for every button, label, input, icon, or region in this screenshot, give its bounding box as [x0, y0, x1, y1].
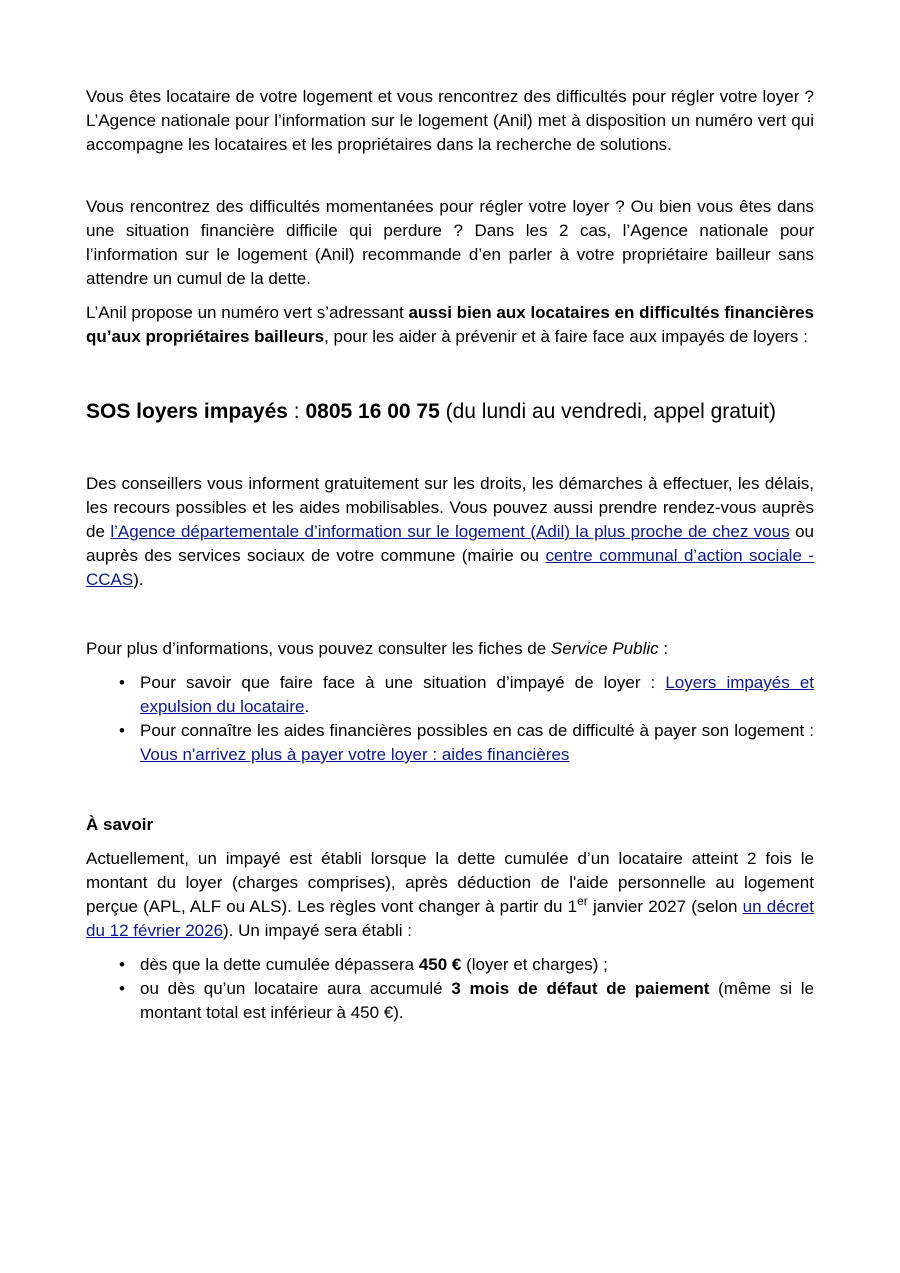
anil-paragraph: [86, 301, 814, 349]
ccas-link[interactable]: centre communal d’action sociale - CCAS: [86, 546, 814, 589]
list-item: [140, 953, 814, 977]
anil-text-after: , pour les aider à prévenir et à faire face aux impayés de loyers :: [324, 327, 808, 346]
sos-separator: :: [287, 400, 306, 423]
sos-phone-number: 0805 16 00 75: [305, 400, 440, 423]
document-page: [86, 85, 814, 1025]
list-item: [140, 719, 814, 767]
list-item-text: Pour connaître les aides financières possibles en cas de difficulté à payer son logement :: [140, 721, 814, 740]
list-item-bold: 3 mois de défaut de paiement: [451, 979, 710, 998]
decret-link[interactable]: un décret du 12 février 2026: [86, 897, 814, 940]
advisors-text-middle: ou auprès des services sociaux de votre commune (mairie ou: [86, 522, 814, 565]
new-rules-list: [86, 953, 814, 1025]
a-savoir-paragraph: [86, 847, 814, 943]
list-item-text: Pour savoir que faire face à une situation d’impayé de loyer :: [140, 673, 666, 692]
a-savoir-text-after: ). Un impayé sera établi :: [223, 921, 413, 940]
list-item-text: ou dès qu’un locataire aura accumulé: [140, 979, 452, 998]
sos-hotline: [86, 397, 814, 427]
anil-bold-text: aussi bien aux locataires en difficultés financières qu’aux propriétaires bailleurs: [86, 303, 814, 346]
more-info-paragraph: [86, 637, 814, 661]
a-savoir-text-middle: janvier 2027 (selon: [587, 897, 743, 916]
difficulties-paragraph: Vous rencontrez des difficultés momentanées pour régler votre loyer ? Ou bien vous êtes dans une situation financière difficile qui perdure ? Dans les 2 cas, l’Agence nationale pour l’information sur le logement (Anil) recommande d’en parler à votre propriétaire bailleur sans attendre un cumul de la dette.: [86, 197, 814, 288]
advisors-text-before: Des conseillers vous informent gratuitement sur les droits, les démarches à effectuer, les délais, les recours possibles et les aides mobilisables. Vous pouvez aussi prendre rendez-vous auprès de: [86, 474, 814, 541]
advisors-paragraph: [86, 472, 814, 592]
list-item-text-after: .: [304, 697, 310, 716]
a-savoir-text-before: Actuellement, un impayé est établi lorsque la dette cumulée d’un locataire atteint 2 fois le montant du loyer (charges comprises), après déduction de l'aide personnelle au logement perçue (APL, ALF ou ALS). Les règles vont changer à partir du 1: [86, 849, 814, 916]
list-item-text: dès que la dette cumulée dépassera: [140, 955, 419, 974]
sos-label: SOS loyers impayés: [86, 400, 288, 423]
list-item-bold: 450 €: [418, 955, 462, 974]
intro-paragraph: Vous êtes locataire de votre logement et vous rencontrez des difficultés pour régler votre loyer ? L’Agence nationale pour l’information sur le logement (Anil) met à disposition un numéro vert qui accompagne les locataires et les propriétaires dans la recherche de solutions.: [86, 87, 814, 154]
advisors-text-after: ).: [133, 570, 144, 589]
a-savoir-heading: À savoir: [86, 815, 154, 834]
list-item: [140, 671, 814, 719]
list-item-text-after: (loyer et charges) ;: [461, 955, 608, 974]
more-info-text-after: :: [658, 639, 669, 658]
ordinal-superscript: er: [577, 894, 588, 908]
list-item: [140, 977, 814, 1025]
loyers-impayes-link[interactable]: Loyers impayés et expulsion du locataire: [140, 673, 814, 716]
adil-link[interactable]: l’Agence départementale d’information sur le logement (Adil) la plus proche de chez vous: [110, 522, 790, 541]
list-item-text-after: (même si le montant total est inférieur à 450 €).: [140, 979, 815, 1022]
aides-financieres-link[interactable]: Vous n'arrivez plus à payer votre loyer : aides financières: [140, 745, 570, 764]
sos-hours-note: (du lundi au vendredi, appel gratuit): [439, 400, 776, 423]
anil-text-before: L’Anil propose un numéro vert s’adressant: [86, 303, 409, 322]
service-public-links-list: [86, 671, 814, 767]
more-info-text-before: Pour plus d’informations, vous pouvez consulter les fiches de: [86, 639, 551, 658]
service-public-name: Service Public: [550, 639, 659, 658]
